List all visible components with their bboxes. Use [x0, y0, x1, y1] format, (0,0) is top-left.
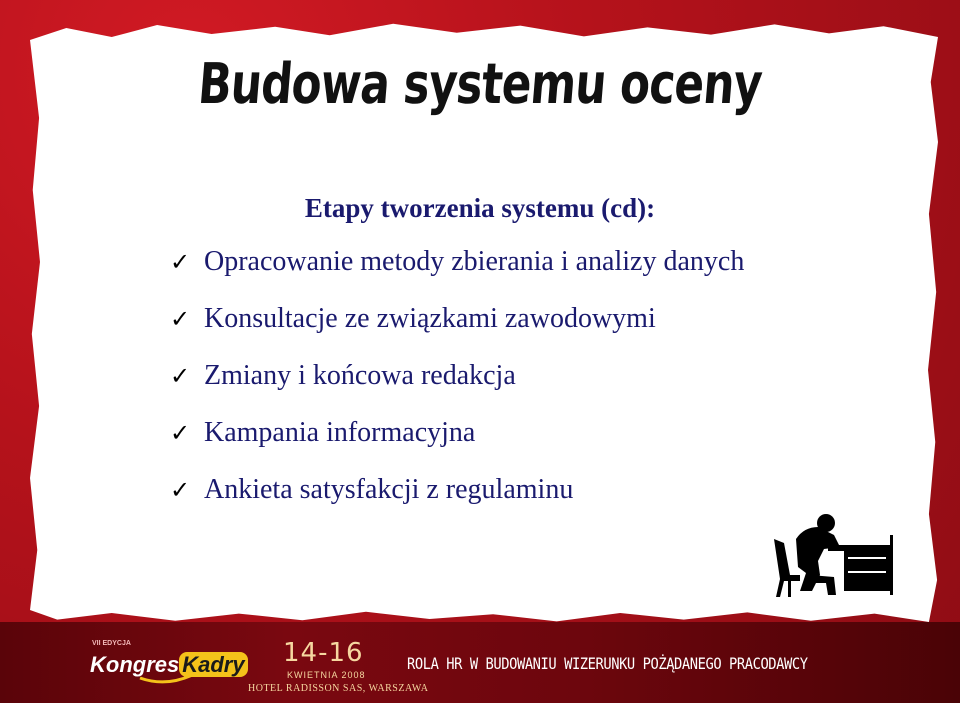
kongres-name: [90, 652, 248, 678]
check-icon: ✓: [170, 476, 191, 504]
steps-list: [170, 246, 744, 531]
list-item-label: Konsultacje ze związkami zawodowymi: [204, 303, 656, 334]
slide-title: Budowa systemu oceny: [195, 52, 765, 117]
list-item: [170, 303, 744, 360]
event-month: KWIETNIA 2008: [287, 670, 366, 680]
list-item: [170, 246, 744, 303]
kadry-word: Kadry: [179, 652, 247, 677]
check-icon: ✓: [170, 305, 191, 333]
list-item: [170, 360, 744, 417]
event-dates: 14-16: [283, 638, 364, 668]
list-item-label: Zmiany i końcowa redakcja: [204, 360, 516, 391]
event-venue: HOTEL RADISSON SAS, WARSZAWA: [248, 683, 429, 694]
list-item-label: Ankieta satysfakcji z regulaminu: [204, 474, 574, 505]
check-icon: ✓: [170, 419, 191, 447]
event-slogan: ROLA HR W BUDOWANIU WIZERUNKU POŻĄDANEGO PRACODAWCY: [407, 654, 808, 673]
edition-label: VII EDYCJA: [92, 640, 131, 647]
check-icon: ✓: [170, 362, 191, 390]
person-at-desk-icon: [770, 505, 900, 600]
list-item-label: Kampania informacyjna: [204, 417, 476, 448]
slide-subtitle: Etapy tworzenia systemu (cd):: [304, 193, 656, 223]
list-item: [170, 474, 744, 531]
check-icon: ✓: [170, 248, 191, 276]
list-item: [170, 417, 744, 474]
list-item-label: Opracowanie metody zbierania i analizy danych: [204, 246, 745, 277]
kongres-word: Kongres: [90, 652, 180, 677]
